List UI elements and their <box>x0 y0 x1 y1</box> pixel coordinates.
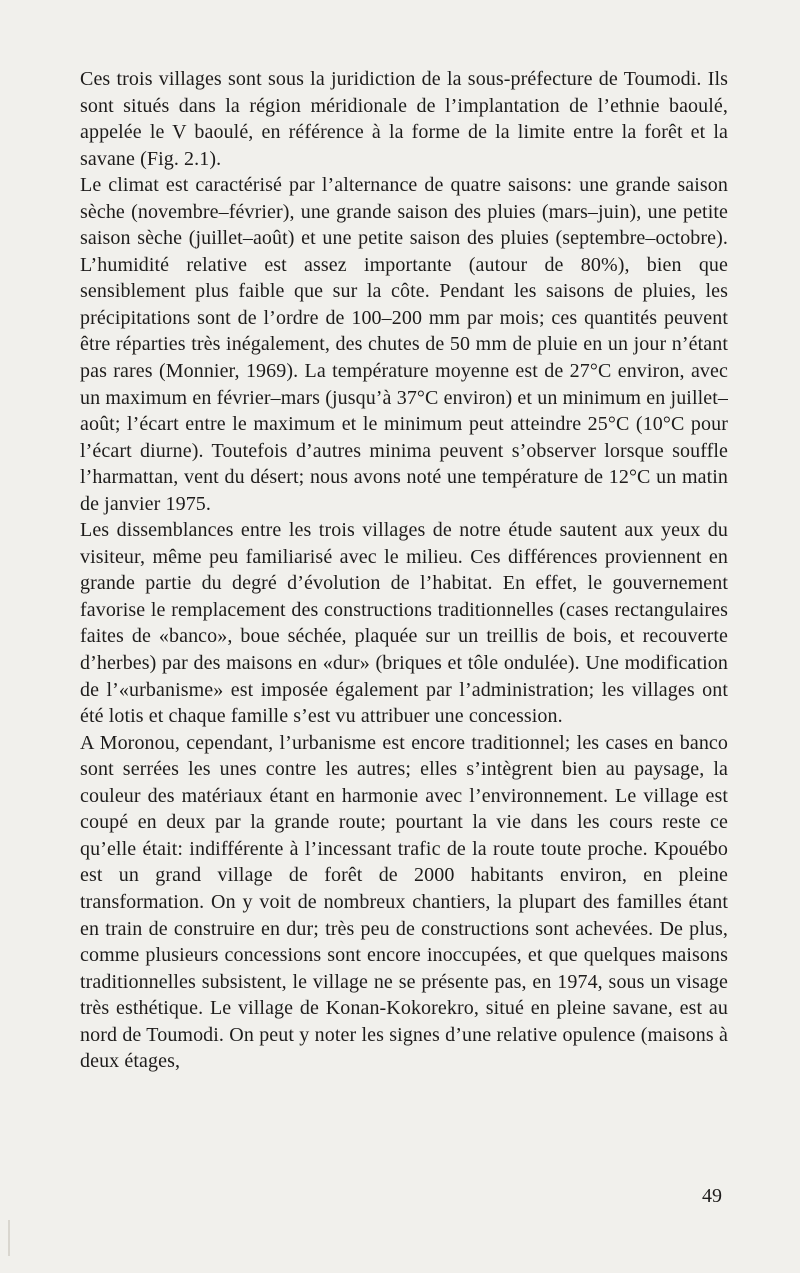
paragraph-1: Ces trois villages sont sous la juridiction de la sous-préfecture de Toumodi. Ils sont situés dans la région méridionale de l’implantation de l’ethnie baoulé, appelée le V baoulé, en référence à la forme de la limite entre la forêt et la savane (Fig. 2.1). <box>80 68 728 170</box>
paragraph-3: Les dissemblances entre les trois villages de notre étude sautent aux yeux du visiteur, même peu familiarisé avec le milieu. Ces différences proviennent en grande partie du degré d’évolution de l’habitat. En effet, le gouvernement favorise le remplacement des constructions traditionnelles (cases rectangulaires faites de «banco», boue séchée, plaquée sur un treillis de bois, et recouverte d’herbes) par des maisons en «dur» (briques et tôle ondulée). Une modification de l’«urbanisme» est imposée également par l’administration; les villages ont été lotis et chaque famille s’est vu attribuer une concession. <box>80 519 728 728</box>
page-number: 49 <box>702 1185 722 1207</box>
scan-margin-mark <box>8 1220 10 1256</box>
body-text <box>80 66 728 1075</box>
paragraph-4: A Moronou, cependant, l’urbanisme est encore traditionnel; les cases en banco sont serrées les unes contre les autres; elles s’intègrent bien au paysage, la couleur des matériaux étant en harmonie avec l’environnement. Le village est coupé en deux par la grande route; pourtant la vie dans les cours reste ce qu’elle était: indifférente à l’incessant trafic de la route toute proche. Kpouébo est un grand village de forêt de 2000 habitants environ, en pleine transformation. On y voit de nombreux chantiers, la plupart des familles étant en train de construire en dur; très peu de constructions sont achevées. De plus, comme plusieurs concessions sont encore inoccupées, et que quelques maisons traditionnelles subsistent, le village ne se présente pas, en 1974, sous un visage très esthétique. Le village de Konan-Kokorekro, situé en pleine savane, est au nord de Toumodi. On peut y noter les signes d’une relative opulence (maisons à deux étages, <box>80 731 728 1073</box>
paragraph-2: Le climat est caractérisé par l’alternance de quatre saisons: une grande saison sèche (novembre–février), une grande saison des pluies (mars–juin), une petite saison sèche (juillet–août) et une petite saison des pluies (septembre–octobre). L’humidité relative est assez importante (autour de 80%), bien que sensiblement plus faible que sur la côte. Pendant les saisons de pluies, les précipitations sont de l’ordre de 100–200 mm par mois; ces quantités peuvent être réparties très inégalement, des chutes de 50 mm de pluie en un jour n’étant pas rares (Monnier, 1969). La température moyenne est de 27°C environ, avec un maximum en février–mars (jusqu’à 37°C environ) et un minimum en juillet–août; l’écart entre le maximum et le minimum peut atteindre 25°C (10°C pour l’écart diurne). Toutefois d’autres minima peuvent s’observer lorsque souffle l’harmattan, vent du désert; nous avons noté une température de 12°C un matin de janvier 1975. <box>80 174 728 515</box>
